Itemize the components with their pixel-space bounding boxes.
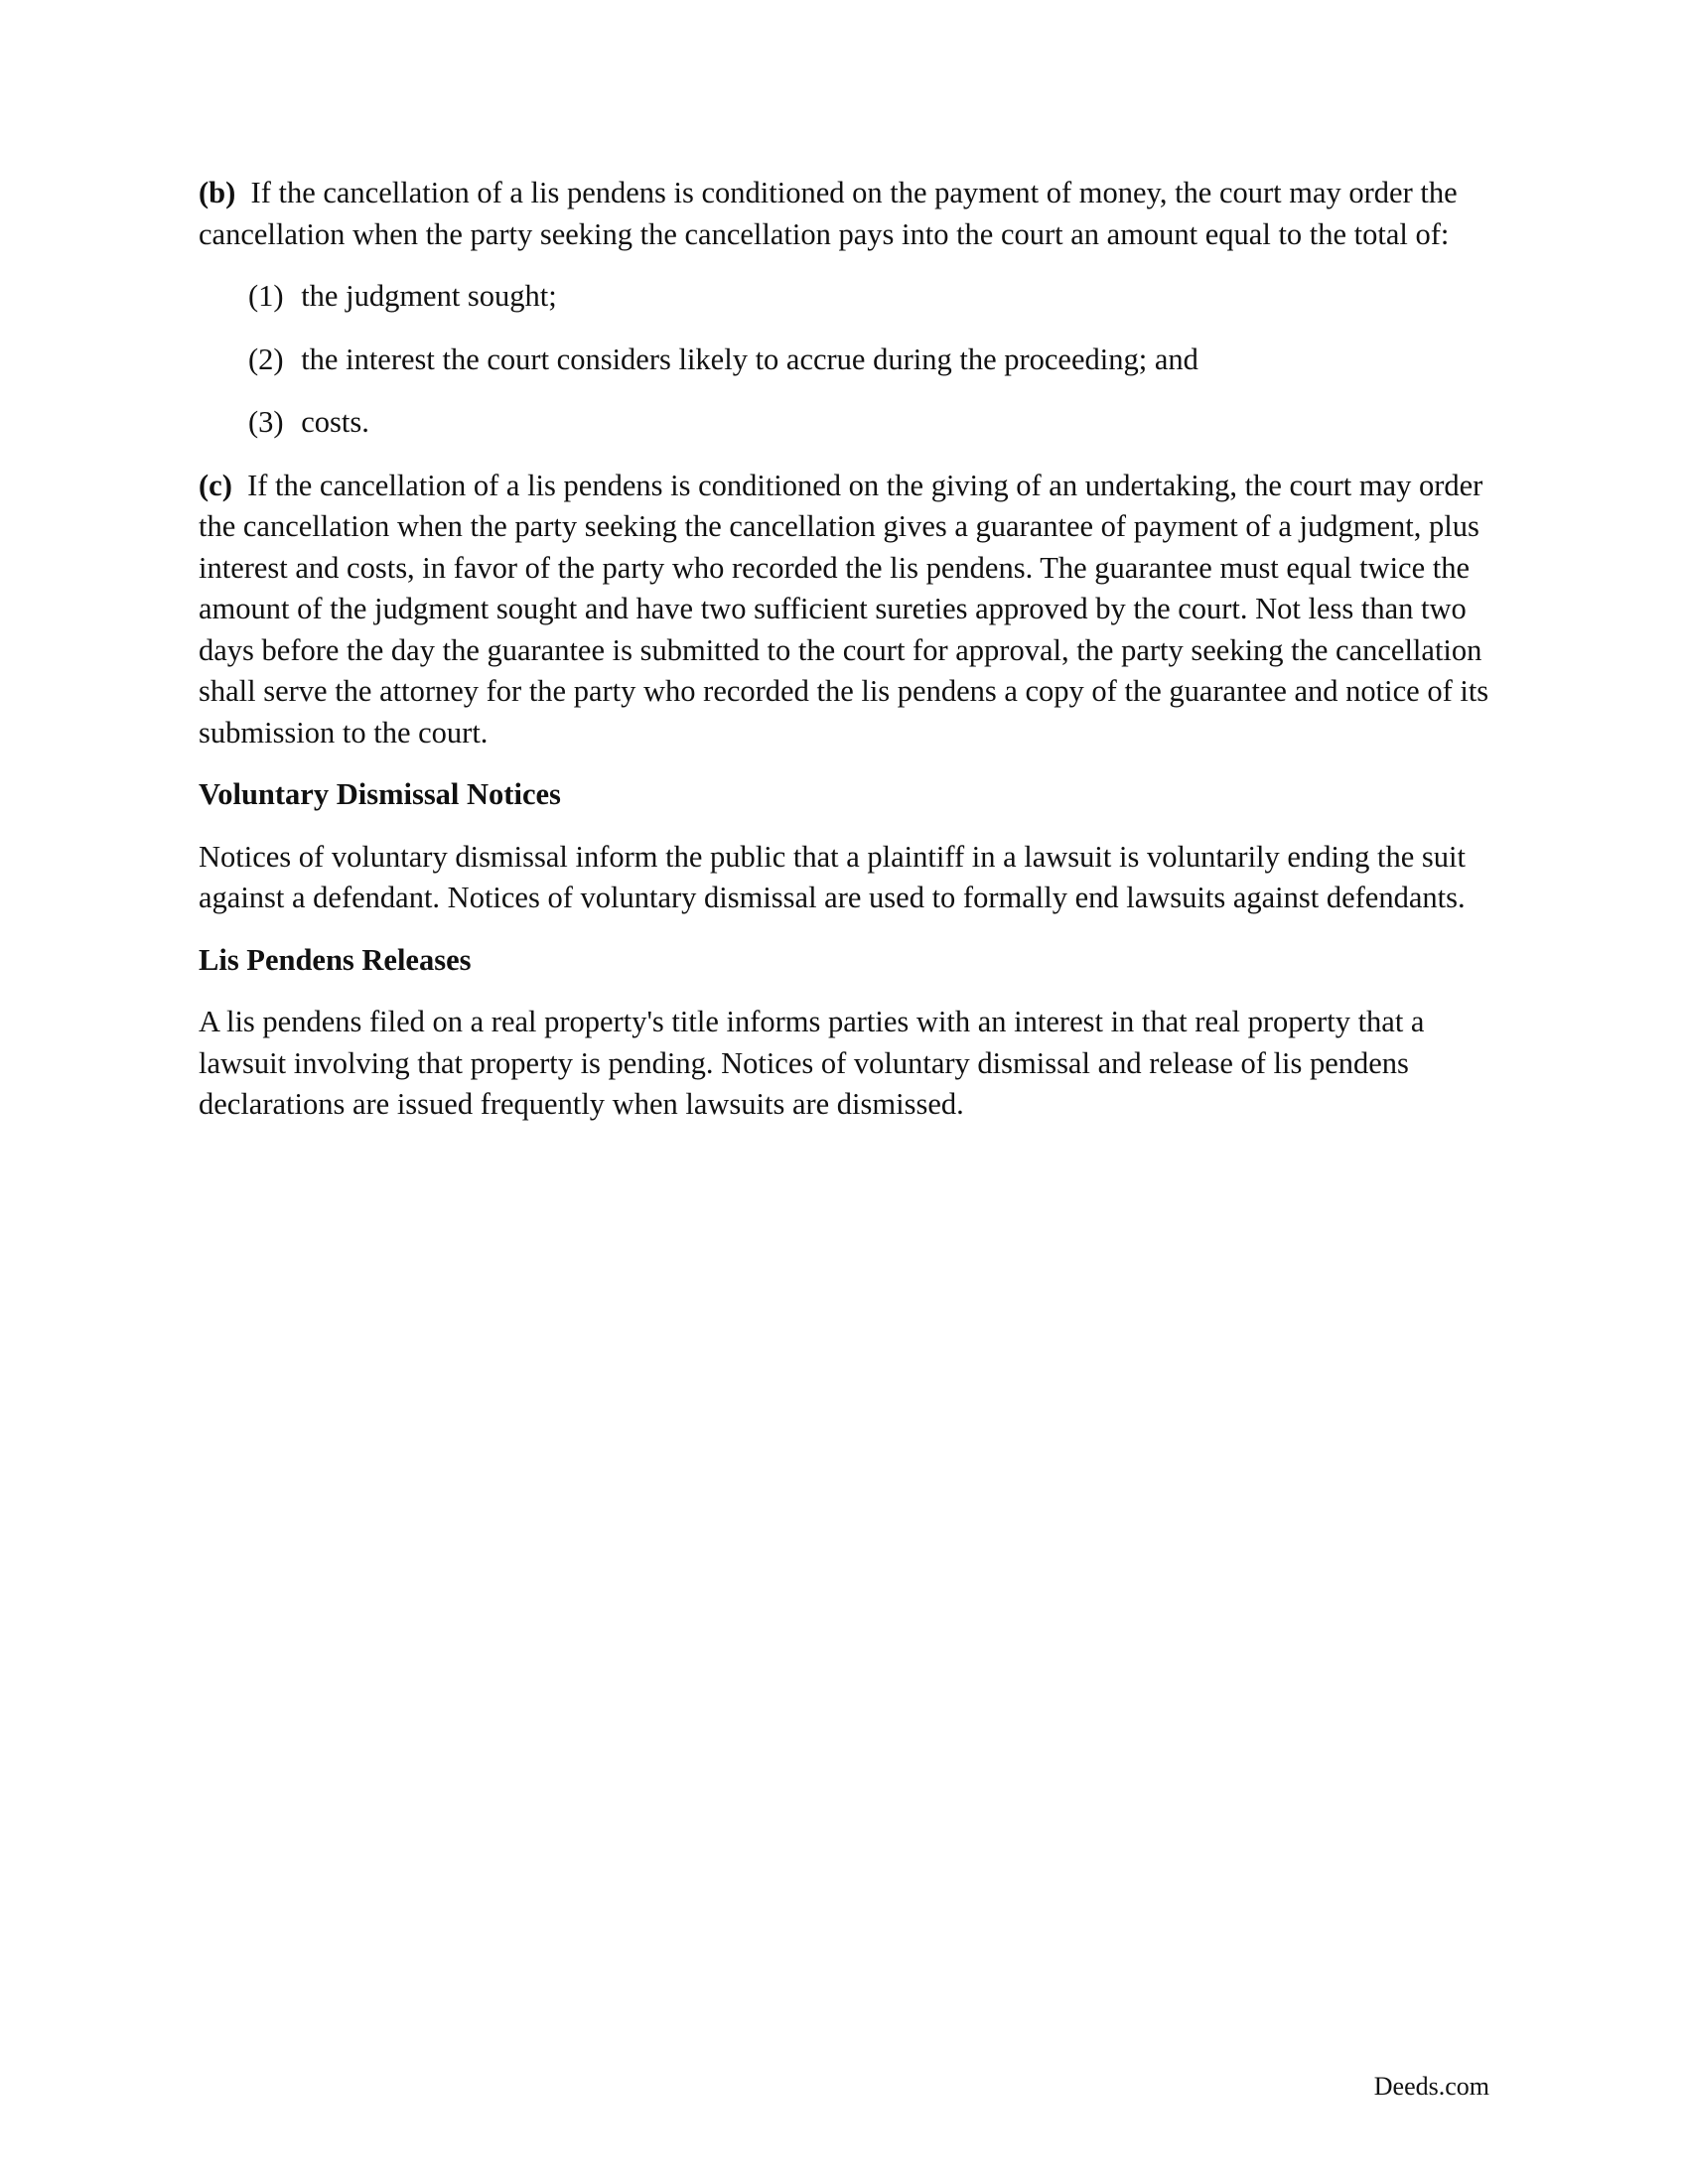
lis-pendens-releases-text: A lis pendens filed on a real property's title informs parties with an interest in that real property that a lawsuit involving that property is pending. Notices of voluntary dismissal and release of lis pendens declarations are issued frequently when lawsuits are dismissed. — [199, 1005, 1425, 1121]
voluntary-dismissal-heading: Voluntary Dismissal Notices — [199, 777, 561, 811]
list-item-text: the judgment sought; — [301, 279, 557, 313]
list-item-number: (3) — [248, 405, 284, 439]
document-body — [199, 173, 1499, 1147]
section-c-label: (c) — [199, 468, 232, 502]
footer-brand: Deeds.com — [1373, 2072, 1489, 2101]
section-b-text: If the cancellation of a lis pendens is conditioned on the payment of money, the court may order the cancellation when the party seeking the cancellation pays into the court an amount equal to the total of: — [199, 176, 1458, 251]
list-item — [199, 340, 1499, 381]
lis-pendens-releases-heading: Lis Pendens Releases — [199, 942, 472, 977]
list-item — [199, 402, 1499, 444]
list-item — [199, 276, 1499, 318]
section-b-paragraph — [199, 173, 1499, 255]
section-c-text: If the cancellation of a lis pendens is conditioned on the giving of an undertaking, the court may order the cancellation when the party seeking the cancellation gives a guarantee of payment of a judgment, plus interest and costs, in favor of the party who recorded the lis pendens. The guarantee must equal twice the amount of the judgment sought and have two sufficient sureties approved by the court. Not less than two days before the day the guarantee is submitted to the court for approval, the party seeking the cancellation shall serve the attorney for the party who recorded the lis pendens a copy of the guarantee and notice of its submission to the court. — [199, 468, 1489, 750]
voluntary-dismissal-text: Notices of voluntary dismissal inform the public that a plaintiff in a lawsuit is voluntarily ending the suit against a defendant. Notices of voluntary dismissal are used to formally end lawsuits against defendants. — [199, 839, 1466, 914]
list-item-text: the interest the court considers likely to accrue during the proceeding; and — [301, 341, 1198, 376]
section-b-label: (b) — [199, 176, 236, 209]
list-item-number: (1) — [248, 279, 284, 313]
list-item-text: costs. — [301, 405, 369, 439]
section-c-paragraph — [199, 466, 1499, 754]
list-item-number: (2) — [248, 341, 284, 376]
